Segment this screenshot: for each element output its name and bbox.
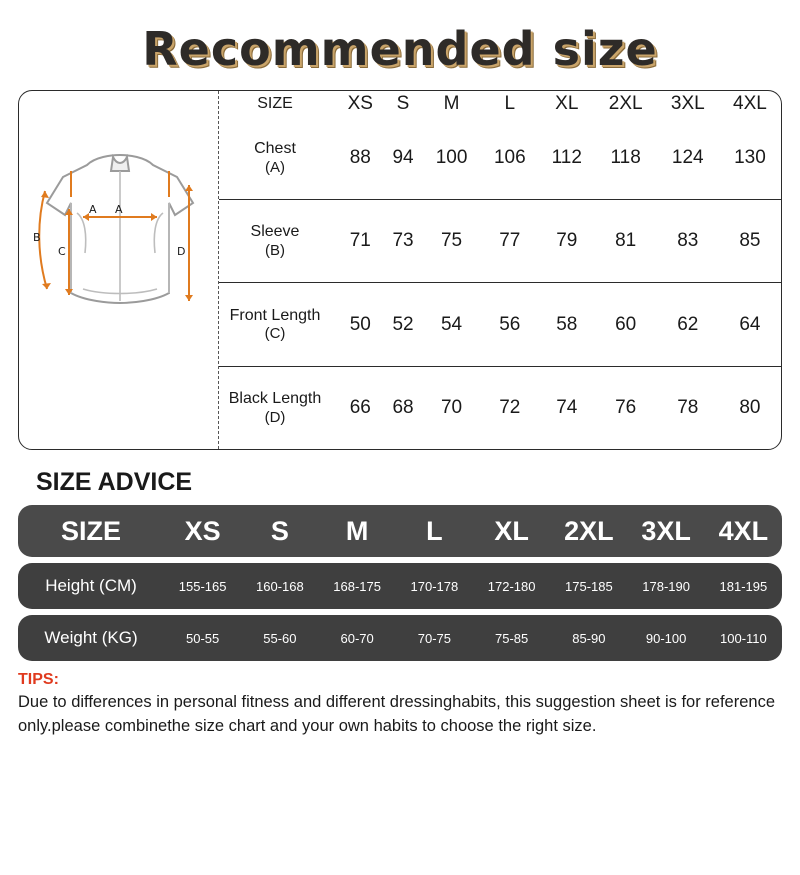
marker-c-label: C [58, 245, 66, 258]
cell: 71 [337, 199, 384, 283]
cell: 106 [481, 117, 539, 199]
cell: 90-100 [645, 630, 687, 646]
jacket-diagram-svg [25, 143, 215, 373]
advice-header-size: SIZE [60, 515, 121, 546]
advice-row-label: Height (CM) [45, 576, 137, 595]
tips-label: TIPS: [18, 671, 59, 688]
cell: 100 [422, 117, 480, 199]
row-label-sub: (B) [265, 241, 285, 259]
header-3xl: 3XL [670, 93, 705, 114]
cell: 80 [739, 396, 761, 418]
cell: 77 [481, 199, 539, 283]
cell: 50-55 [186, 630, 220, 646]
header-4xl: 4XL [733, 93, 767, 114]
marker-a-label: A [115, 203, 123, 216]
tips-block [18, 671, 782, 739]
size-table [219, 91, 781, 449]
row-label-text: Chest [254, 140, 296, 158]
advice-header-3xl: 3XL [641, 515, 691, 546]
size-advice-heading: SIZE ADVICE [36, 468, 193, 496]
cell: 70-75 [417, 630, 451, 646]
cell: 78 [677, 396, 699, 418]
row-label-front-length [219, 283, 337, 367]
row-label-black-length [219, 366, 337, 449]
cell: 75-85 [495, 630, 529, 646]
row-label-text: Black Length [228, 390, 322, 408]
cell: 72 [499, 396, 521, 418]
advice-header-2xl: 2XL [564, 515, 614, 546]
cell: 130 [719, 117, 781, 199]
cell: 94 [384, 117, 423, 199]
advice-header-xs: XS [184, 515, 221, 546]
table-row [219, 199, 781, 283]
row-label-text: Sleeve [250, 223, 300, 241]
marker-d-label: D [177, 245, 186, 258]
cell: 160-168 [256, 578, 304, 594]
cell: 124 [657, 117, 719, 199]
header-2xl: 2XL [608, 93, 643, 114]
cell: 168-175 [333, 578, 381, 594]
row-label-sub: (A) [265, 158, 285, 176]
cell: 55-60 [263, 630, 297, 646]
cell: 112 [539, 117, 595, 199]
cell: 83 [657, 199, 719, 283]
cell: 66 [349, 396, 371, 418]
cell: 79 [539, 199, 595, 283]
marker-b-label: B [33, 231, 41, 244]
cell: 74 [556, 396, 578, 418]
cell: 85 [719, 199, 781, 283]
page-title: Recommended size [142, 22, 658, 76]
header-s: S [396, 93, 410, 114]
size-chart-card [18, 90, 782, 450]
advice-row-height [18, 563, 782, 609]
size-table-wrap [219, 91, 781, 449]
cell: 172-180 [487, 578, 536, 594]
cell: 100-110 [720, 630, 767, 646]
header-xs: XS [347, 93, 373, 114]
cell: 178-190 [642, 578, 690, 594]
cell: 54 [422, 283, 480, 367]
advice-header-l: L [426, 515, 443, 546]
cell: 175-185 [565, 578, 613, 594]
advice-header-m: M [345, 515, 369, 546]
header-m: M [443, 93, 460, 114]
cell: 88 [337, 117, 384, 199]
table-row [219, 283, 781, 367]
cell: 85-90 [572, 630, 606, 646]
cell: 68 [392, 396, 414, 418]
advice-row-label: Weight (KG) [44, 628, 138, 647]
header-size: SIZE [257, 94, 293, 112]
cell: 62 [657, 283, 719, 367]
cell: 58 [539, 283, 595, 367]
cell: 50 [337, 283, 384, 367]
cell: 81 [595, 199, 657, 283]
cell: 155-165 [178, 578, 227, 594]
cell: 73 [384, 199, 423, 283]
cell: 181-195 [719, 578, 768, 594]
cell: 56 [481, 283, 539, 367]
marker-a2-label: A [89, 203, 97, 216]
header-l: L [504, 93, 516, 114]
cell: 170-178 [410, 578, 459, 594]
table-row [219, 117, 781, 199]
advice-header-xl: XL [494, 515, 529, 546]
table-row [219, 366, 781, 449]
size-advice-table [18, 505, 782, 661]
cell: 76 [615, 396, 637, 418]
cell: 75 [422, 199, 480, 283]
cell: 64 [719, 283, 781, 367]
cell: 52 [384, 283, 423, 367]
table-header-row [219, 91, 781, 117]
cell: 118 [595, 117, 657, 199]
cell: 60-70 [340, 630, 374, 646]
advice-header-row [18, 505, 782, 557]
tips-text: Due to differences in personal fitness and different dressinghabits, this suggestion sheet is for reference only.please combinethe size chart and your own habits to choose the right size. [18, 693, 776, 735]
header-xl: XL [555, 93, 579, 114]
jacket-measurement-diagram [19, 91, 219, 449]
cell: 60 [595, 283, 657, 367]
advice-header-s: S [270, 515, 289, 546]
row-label-sleeve [219, 199, 337, 283]
advice-row-weight [18, 615, 782, 661]
advice-header-4xl: 4XL [718, 515, 769, 546]
row-label-text: Front Length [229, 306, 321, 324]
row-label-chest [219, 117, 337, 199]
row-label-sub: (D) [264, 408, 286, 426]
row-label-sub: (C) [264, 325, 286, 343]
cell: 70 [440, 396, 463, 418]
